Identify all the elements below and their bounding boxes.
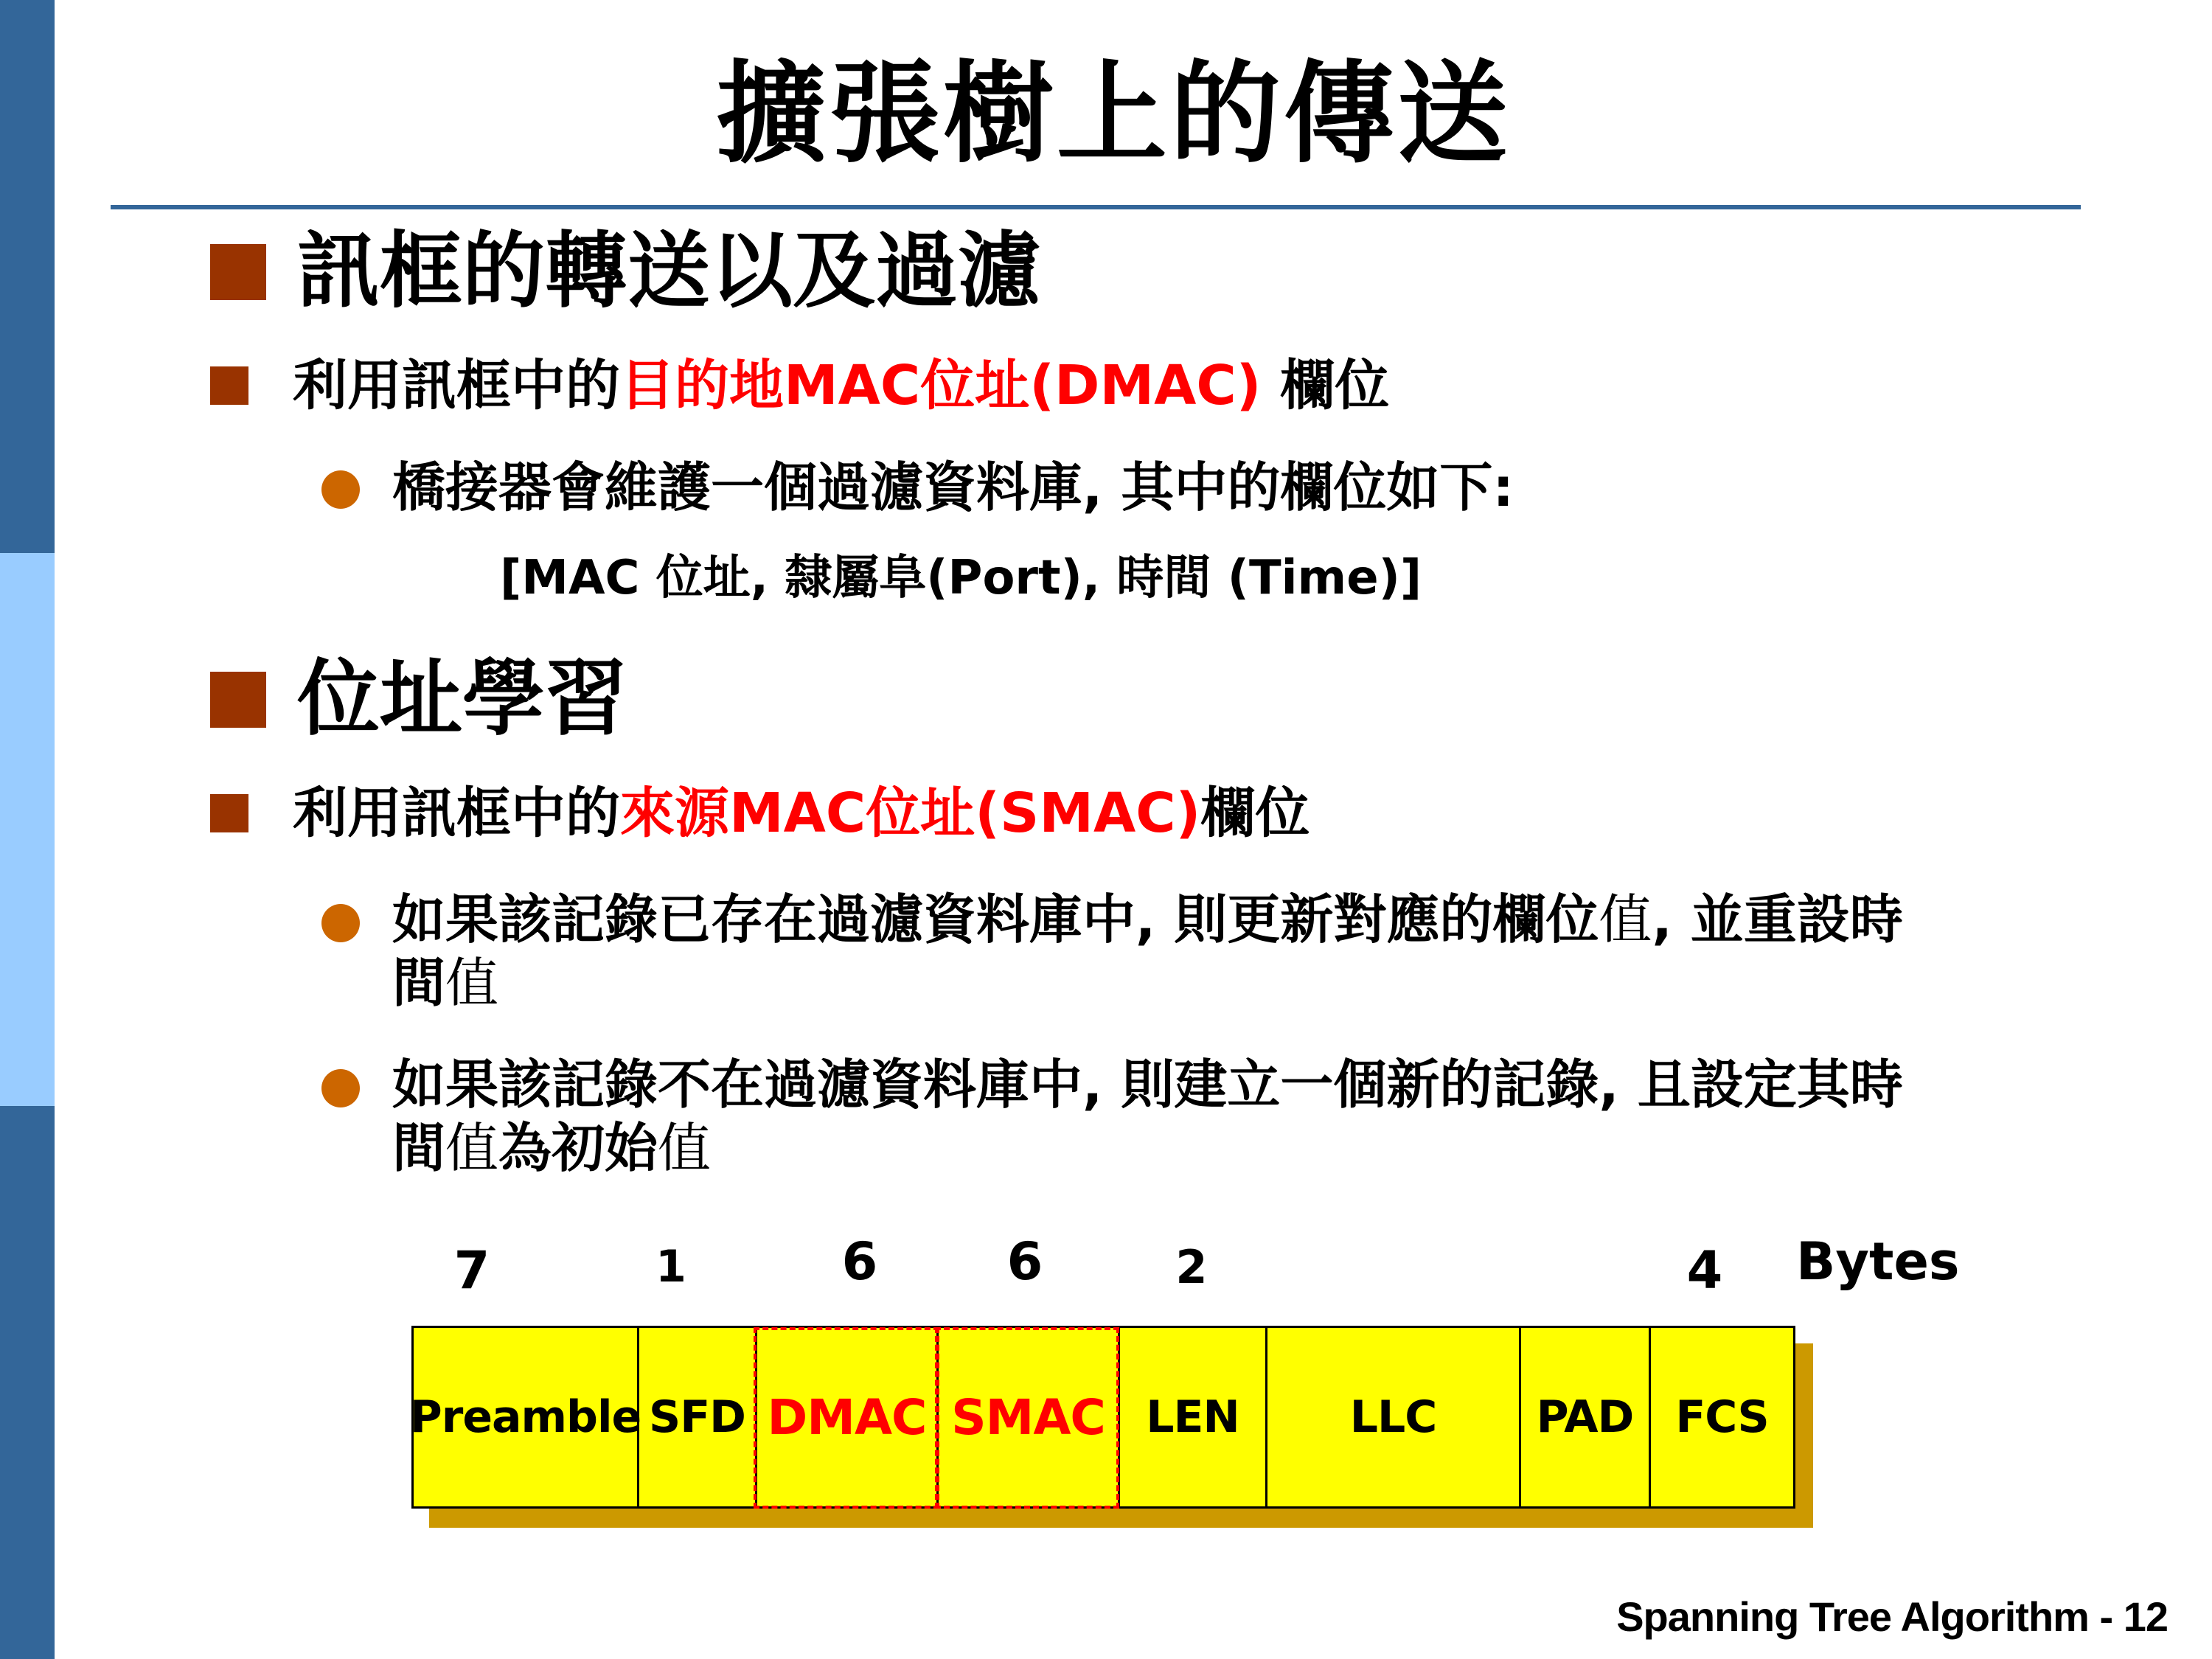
text-part: 值 <box>445 952 499 1015</box>
text-part: 間 <box>392 952 446 1015</box>
field-fcs <box>1651 1328 1793 1506</box>
field-pad: PAD <box>1521 1328 1651 1506</box>
item-highlight: 目的地MAC位址(DMAC) <box>620 354 1262 417</box>
text-part: 值 <box>445 1117 499 1180</box>
byte-size-sfd: 1 <box>655 1241 686 1293</box>
text-part: 如果該記錄不在過濾資料庫中, 則建立一個新的記錄, 且設定其時 <box>392 1054 1903 1116</box>
item-text: 利用訊框中的 <box>293 354 620 417</box>
item-smac <box>210 782 1310 845</box>
sub-item-update <box>392 888 1903 1015</box>
smac-dashed-outline <box>935 1327 1119 1509</box>
item-text-suffix: 欄位 <box>1200 782 1310 845</box>
byte-size-dmac: 6 <box>841 1231 878 1292</box>
text-part: , 並重設時 <box>1652 888 1903 950</box>
item-text-suffix: 欄位 <box>1261 354 1390 417</box>
sub-item-create <box>392 1053 1903 1180</box>
sidebar-segment-top <box>0 0 55 553</box>
bytes-unit-label: Bytes <box>1796 1231 1960 1292</box>
item-text: 利用訊框中的 <box>293 782 620 845</box>
field-preamble: Preamble <box>414 1328 639 1506</box>
heading-text: 訊框的轉送以及過濾 <box>297 223 1040 319</box>
section-heading-forwarding <box>210 223 1040 319</box>
byte-size-fcs: 4 <box>1686 1240 1723 1301</box>
database-fields: [MAC 位址, 隸屬阜(Port), 時間 (Time)] <box>500 551 1422 605</box>
item-highlight: 來源MAC位址(SMAC) <box>620 782 1201 845</box>
text-part: 為初始 <box>498 1117 658 1180</box>
dmac-dashed-outline <box>754 1327 939 1509</box>
text-part: 值 <box>1599 888 1652 950</box>
sidebar-bar <box>0 0 55 1659</box>
field-len: LEN <box>1120 1328 1267 1506</box>
square-bullet-icon <box>210 366 248 405</box>
text-part: 如果該記錄已存在過濾資料庫中, 則更新對應的欄位 <box>392 888 1599 950</box>
sidebar-segment-middle <box>0 553 55 1106</box>
byte-size-len: 2 <box>1175 1240 1208 1294</box>
field-fcs-label: FCS <box>1675 1391 1769 1443</box>
byte-size-preamble: 7 <box>453 1240 490 1301</box>
circle-bullet-icon <box>321 904 360 942</box>
slide-footer: Spanning Tree Algorithm - 12 <box>1616 1593 2168 1640</box>
item-dmac <box>210 354 1390 417</box>
text-part: 值 <box>658 1117 712 1180</box>
square-bullet-icon <box>210 794 248 832</box>
circle-bullet-icon <box>321 1069 360 1107</box>
square-bullet-icon <box>210 672 266 728</box>
circle-bullet-icon <box>321 470 360 509</box>
byte-size-smac: 6 <box>1006 1231 1043 1292</box>
heading-text: 位址學習 <box>297 651 627 747</box>
section-heading-learning <box>210 651 627 747</box>
sub-item-database: 橋接器會維護一個過濾資料庫, 其中的欄位如下: <box>392 456 1514 518</box>
field-llc: LLC <box>1267 1328 1521 1506</box>
text-part: 間 <box>392 1117 446 1180</box>
square-bullet-icon <box>210 244 266 300</box>
title-divider <box>111 205 2081 209</box>
sidebar-segment-bottom <box>0 1106 55 1659</box>
field-sfd: SFD <box>639 1328 757 1506</box>
field-dmac: DMAC <box>757 1328 939 1506</box>
field-smac: SMAC <box>939 1328 1120 1506</box>
slide-title: 擴張樹上的傳送 <box>715 50 1511 178</box>
